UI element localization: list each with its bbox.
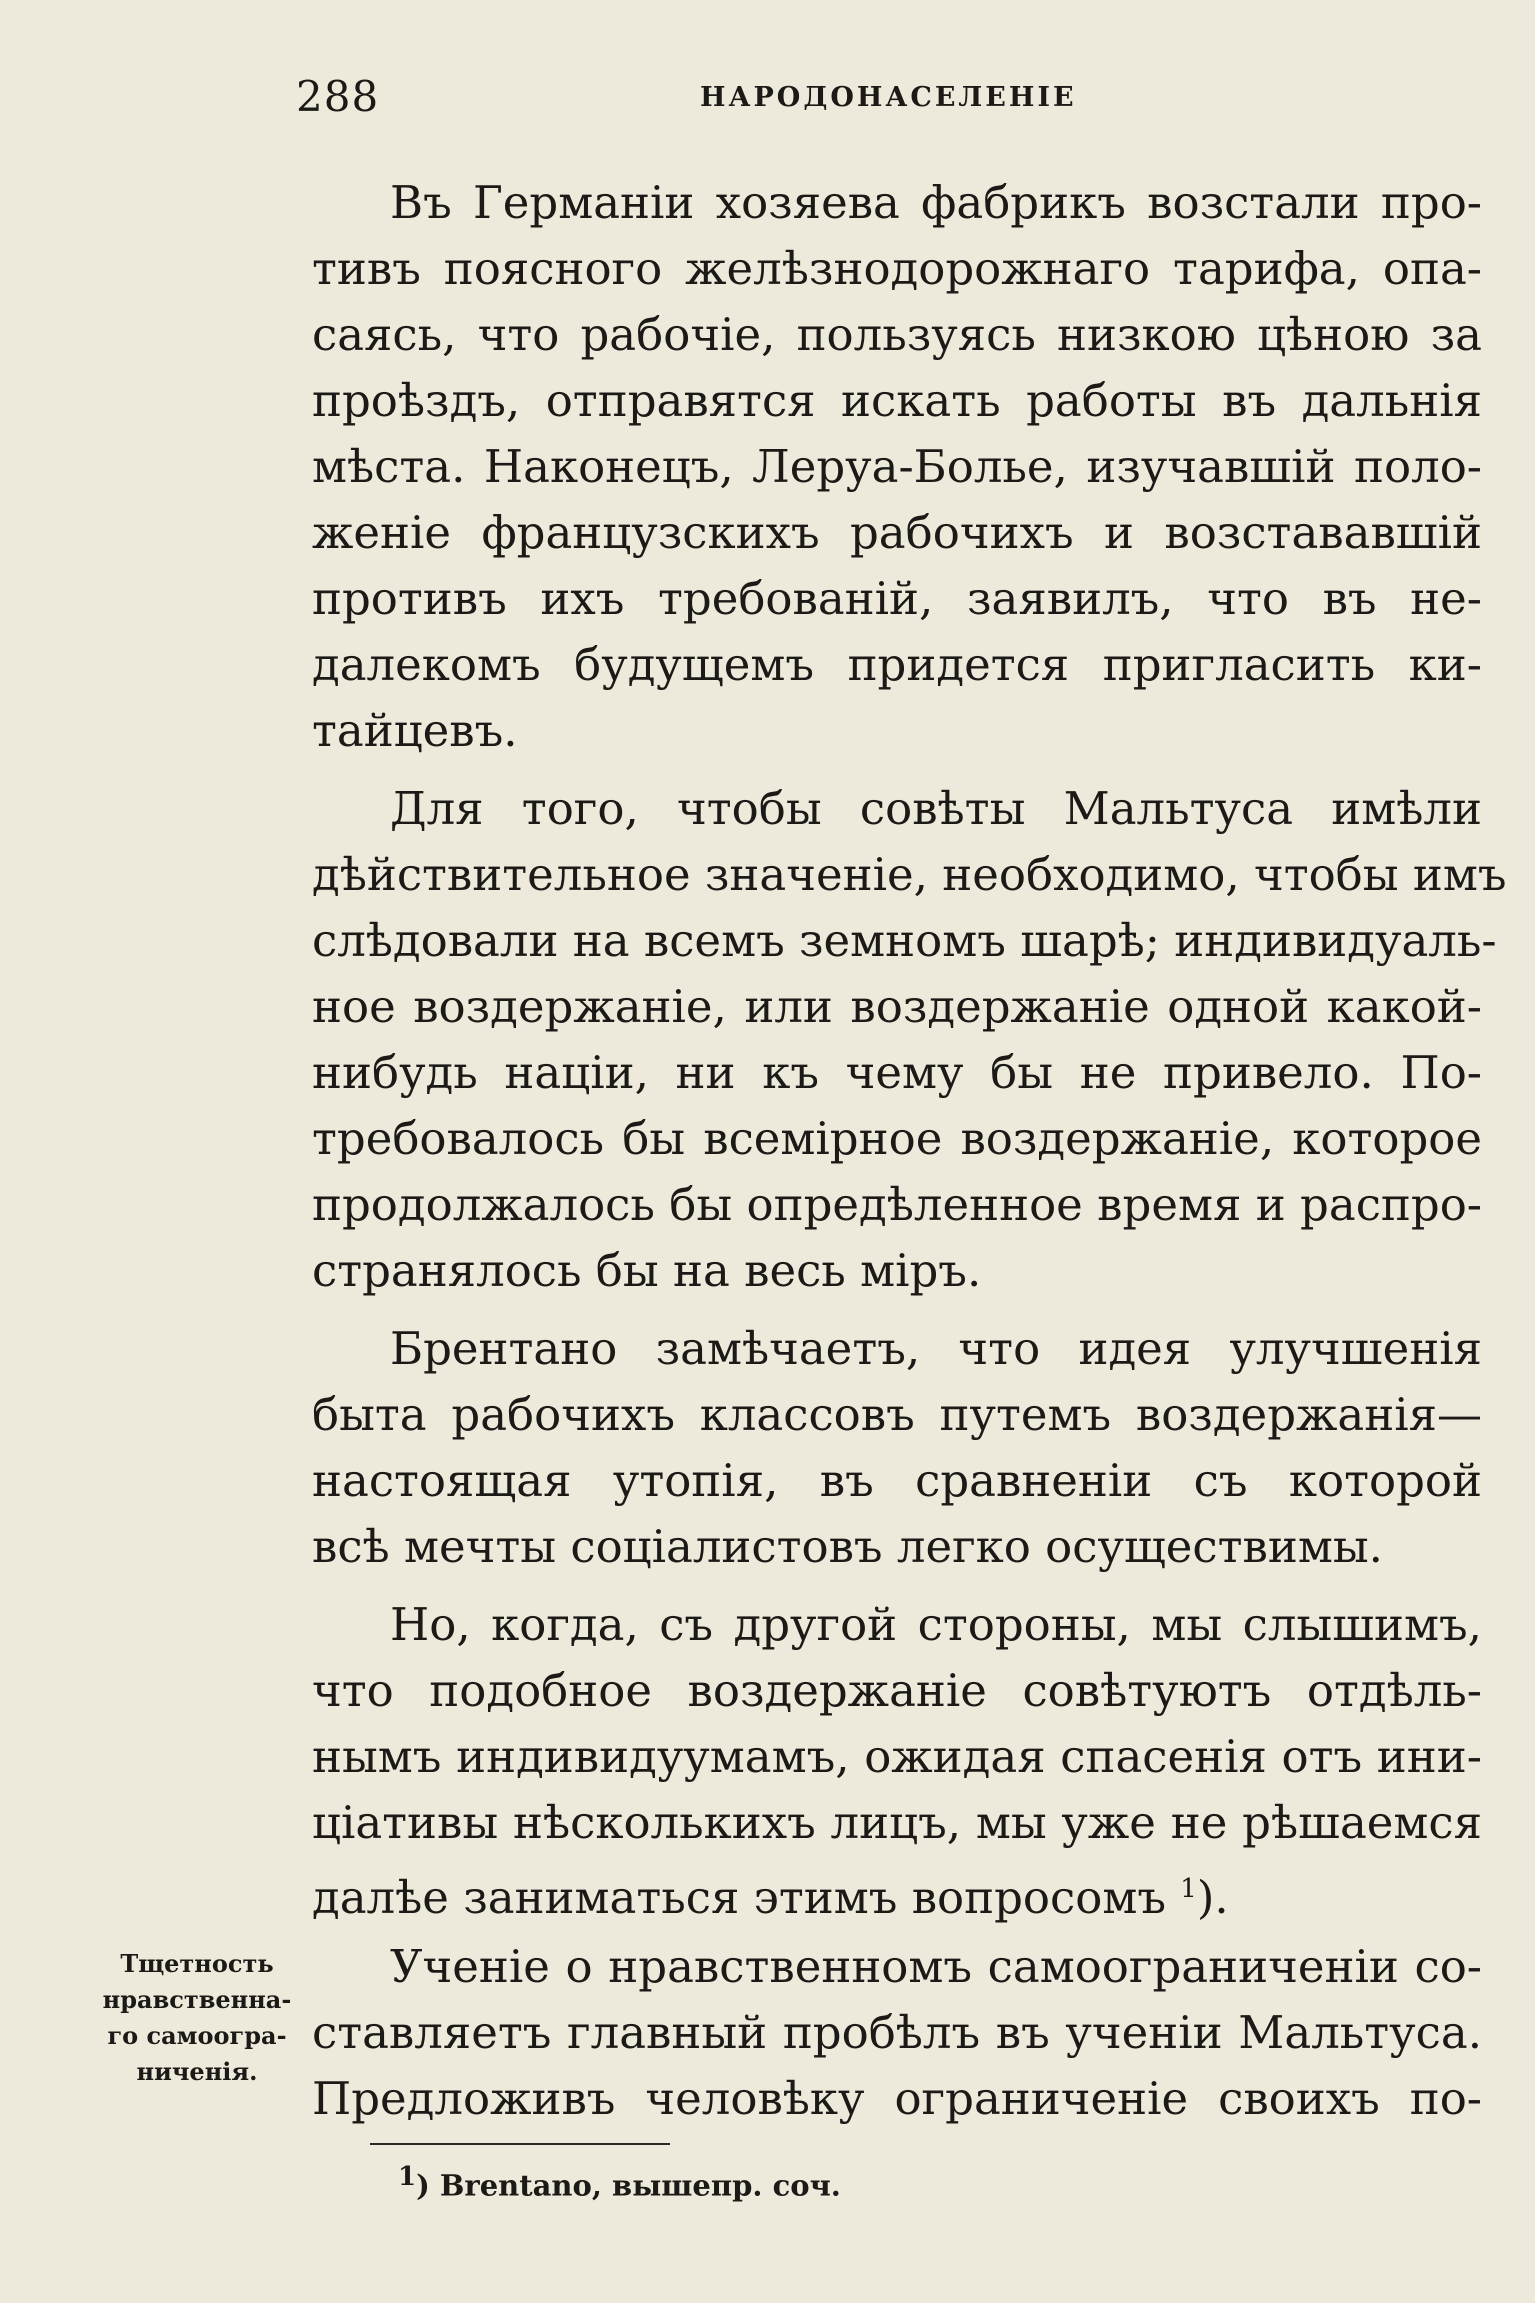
text-line: нибудь націи, ни къ чему бы не привело. По-	[312, 1046, 1482, 1099]
text-line: Брентано замѣчаетъ, что идея улучшенія	[390, 1322, 1482, 1375]
margin-note-line: нравственна-	[102, 1985, 292, 2014]
text-line: мѣста. Наконецъ, Леруа-Болье, изучавшій поло-	[312, 440, 1482, 493]
text-line: нымъ индивидуумамъ, ожидая спасенія отъ ини-	[312, 1730, 1482, 1783]
footnote-divider	[370, 2143, 670, 2145]
text-line: женіе французскихъ рабочихъ и возстававшій	[312, 506, 1482, 559]
text-line	[312, 1856, 1482, 1922]
text-line: саясь, что рабочіе, пользуясь низкою цѣною за	[312, 308, 1482, 361]
text-line: Для того, чтобы совѣты Мальтуса имѣли	[390, 782, 1482, 835]
text-line: противъ ихъ требованій, заявилъ, что въ не-	[312, 572, 1482, 625]
text-line: проѣздъ, отправятся искать работы въ дальнія	[312, 374, 1482, 427]
margin-note-line: ниченія.	[136, 2057, 258, 2086]
text-line: тивъ поясного желѣзнодорожнаго тарифа, опа-	[312, 242, 1482, 295]
text-line: что подобное воздержаніе совѣтуютъ отдѣль-	[312, 1664, 1482, 1717]
text-line: слѣдовали на всемъ земномъ шарѣ; индивидуаль-	[312, 914, 1497, 967]
margin-note-line: Тщетность	[120, 1949, 274, 1978]
text-line: требовалось бы всемірное воздержаніе, которое	[312, 1112, 1482, 1165]
footnote-reference[interactable]: 1	[1180, 1874, 1197, 1904]
text-line: Предложивъ человѣку ограниченіе своихъ по-	[312, 2072, 1482, 2125]
text-line: ціативы нѣсколькихъ лицъ, мы уже не рѣшаемся	[312, 1796, 1482, 1849]
text-fragment: далѣе заниматься этимъ вопросомъ	[312, 1871, 1166, 1924]
footnote-marker: 1	[398, 2162, 417, 2192]
text-line: дѣйствительное значеніе, необходимо, чтобы имъ	[312, 848, 1507, 901]
text-line: тайцевъ.	[312, 704, 518, 757]
margin-note	[82, 1946, 312, 2090]
text-line: странялось бы на весь міръ.	[312, 1244, 982, 1297]
text-line: далекомъ будущемъ придется пригласить ки-	[312, 638, 1482, 691]
footnote	[398, 2162, 841, 2203]
page-number: 288	[296, 72, 380, 121]
text-line: продолжалось бы опредѣленное время и распро-	[312, 1178, 1482, 1231]
text-line: быта рабочихъ классовъ путемъ воздержанія—	[312, 1388, 1482, 1441]
running-head: НАРОДОНАСЕЛЕНІЕ	[700, 82, 1077, 113]
text-line: настоящая утопія, въ сравненіи съ которой	[312, 1454, 1482, 1507]
footnote-text: ) Brentano, вышепр. соч.	[416, 2168, 841, 2203]
text-line: ное воздержаніе, или воздержаніе одной какой-	[312, 980, 1482, 1033]
text-fragment: ).	[1196, 1871, 1229, 1924]
body-text	[312, 170, 1507, 2132]
text-line: ставляетъ главный пробѣлъ въ ученіи Мальтуса.	[312, 2006, 1482, 2059]
margin-note-line: го самоогра-	[107, 2021, 287, 2050]
text-line: Въ Германіи хозяева фабрикъ возстали про-	[390, 176, 1482, 229]
text-line: всѣ мечты соціалистовъ легко осуществимы.	[312, 1520, 1383, 1573]
text-line: Но, когда, съ другой стороны, мы слышимъ,	[390, 1598, 1482, 1651]
text-line: Ученіе о нравственномъ самоограниченіи со-	[390, 1940, 1482, 1993]
